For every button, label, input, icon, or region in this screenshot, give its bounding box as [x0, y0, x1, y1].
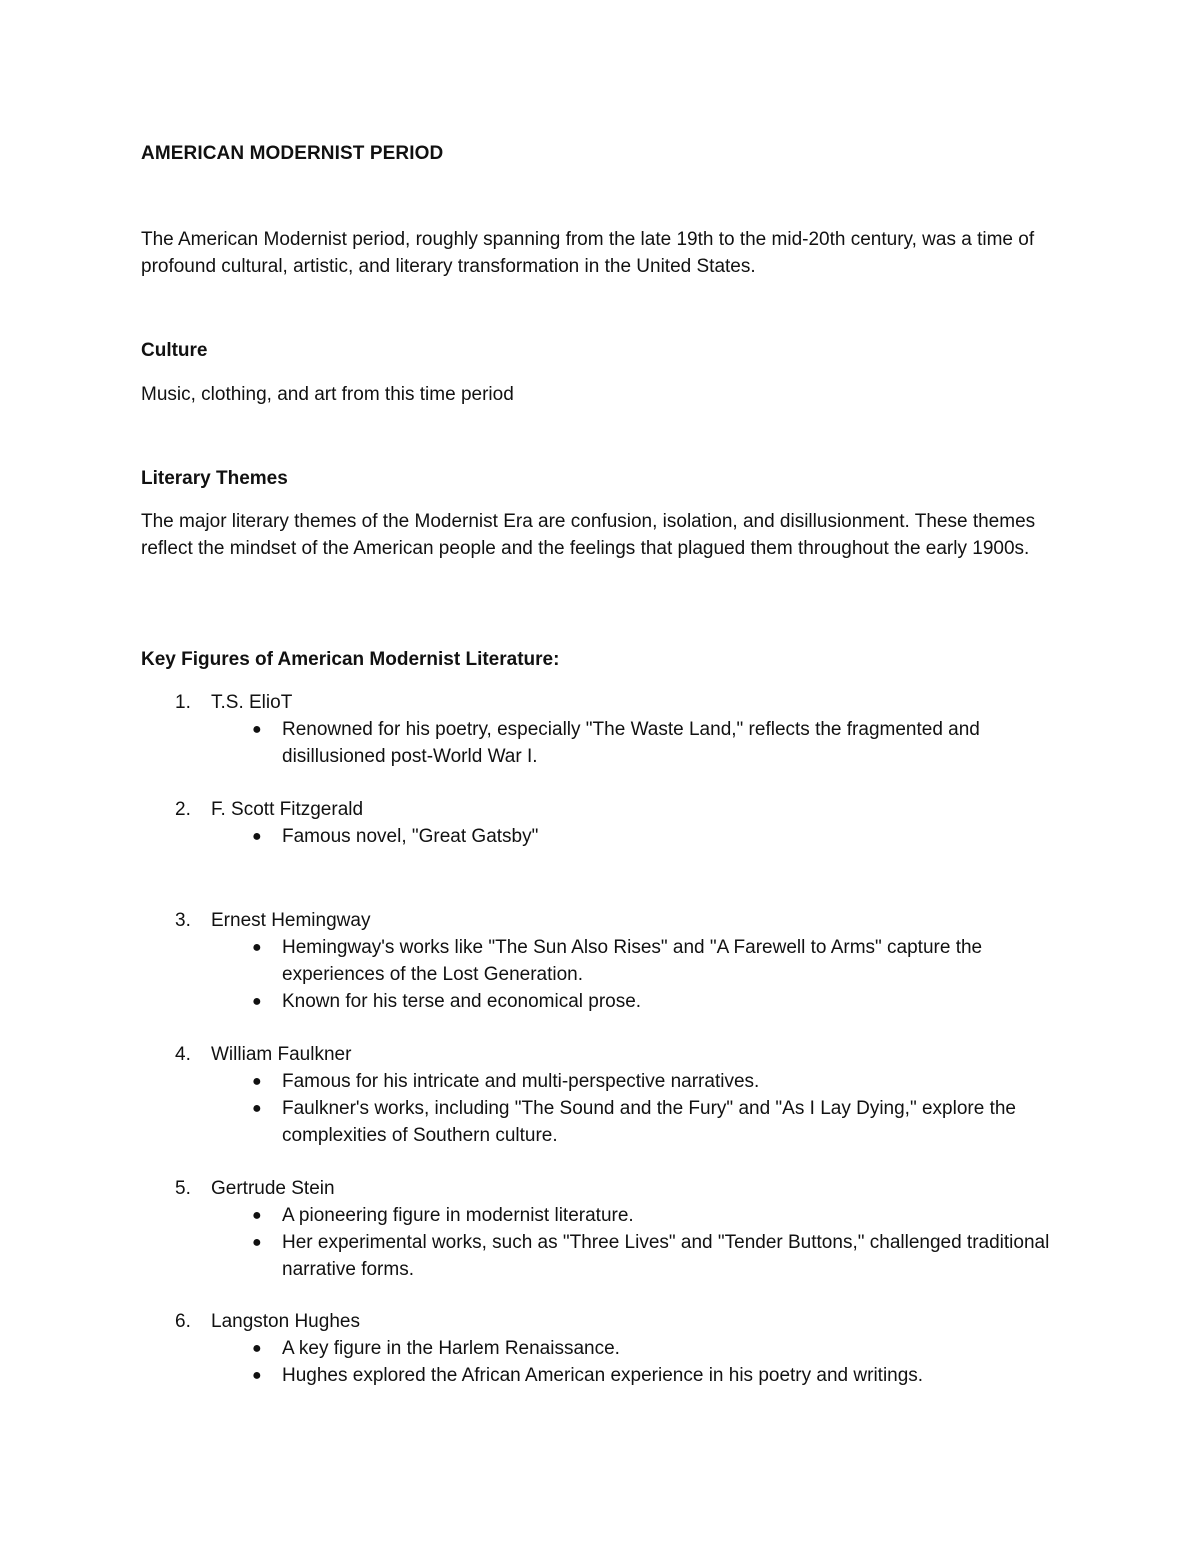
figure-number: 3. — [175, 910, 191, 931]
figure-list-item — [141, 689, 1081, 770]
bullet-text: A key figure in the Harlem Renaissance. — [282, 1338, 620, 1359]
figure-list-item — [141, 796, 1081, 850]
bullet-text: A pioneering figure in modernist literature. — [282, 1205, 634, 1226]
figure-name: T.S. ElioT — [211, 692, 293, 713]
bullet-dot-icon: ● — [252, 1234, 262, 1251]
figure-number: 5. — [175, 1178, 191, 1199]
figure-number: 4. — [175, 1044, 191, 1065]
figure-bullet — [141, 934, 1081, 988]
bullet-dot-icon: ● — [252, 1207, 262, 1224]
figure-bullet — [141, 1229, 1081, 1283]
themes-heading: Literary Themes — [141, 468, 288, 489]
bullet-dot-icon: ● — [252, 721, 262, 738]
figure-list-item — [141, 1041, 1081, 1149]
figure-bullet — [141, 823, 1081, 850]
culture-heading: Culture — [141, 340, 208, 361]
bullet-text: Famous novel, "Great Gatsby" — [282, 826, 539, 847]
figure-bullet — [141, 716, 1081, 770]
figure-bullet — [141, 1095, 1081, 1149]
figure-name: William Faulkner — [211, 1044, 352, 1065]
figure-bullet — [141, 1362, 1081, 1389]
bullet-text: Renowned for his poetry, especially "The Waste Land," reflects the fragmented and disillusioned post-World War I. — [282, 719, 980, 767]
document-title: AMERICAN MODERNIST PERIOD — [141, 143, 444, 164]
culture-body: Music, clothing, and art from this time period — [141, 384, 514, 405]
figure-name: Ernest Hemingway — [211, 910, 371, 931]
bullet-dot-icon: ● — [252, 1367, 262, 1384]
figure-bullet — [141, 1335, 1081, 1362]
figure-bullet — [141, 1068, 1081, 1095]
figure-name: F. Scott Fitzgerald — [211, 799, 364, 820]
bullet-dot-icon: ● — [252, 1100, 262, 1117]
bullet-dot-icon: ● — [252, 993, 262, 1010]
figure-bullet — [141, 988, 1081, 1015]
figure-number: 6. — [175, 1311, 191, 1332]
figure-list-item — [141, 907, 1081, 1015]
bullet-dot-icon: ● — [252, 828, 262, 845]
figure-list-item — [141, 1175, 1081, 1283]
bullet-text: Her experimental works, such as "Three Lives" and "Tender Buttons," challenged traditional narrative forms. — [282, 1232, 1050, 1280]
bullet-text: Famous for his intricate and multi-perspective narratives. — [282, 1071, 760, 1092]
figure-name: Langston Hughes — [211, 1311, 360, 1332]
figure-name: Gertrude Stein — [211, 1178, 335, 1199]
figure-number: 2. — [175, 799, 191, 820]
intro-paragraph: The American Modernist period, roughly spanning from the late 19th to the mid-20th century, was a time of profound cultural, artistic, and literary transformation in the United States. — [141, 229, 1035, 277]
bullet-text: Hughes explored the African American experience in his poetry and writings. — [282, 1365, 924, 1386]
figure-number: 1. — [175, 692, 191, 713]
bullet-text: Known for his terse and economical prose. — [282, 991, 642, 1012]
key-figures-heading: Key Figures of American Modernist Literature: — [141, 649, 560, 670]
bullet-dot-icon: ● — [252, 1340, 262, 1357]
figure-list-item — [141, 1308, 1081, 1389]
bullet-dot-icon: ● — [252, 1073, 262, 1090]
themes-body: The major literary themes of the Modernist Era are confusion, isolation, and disillusionment. These themes reflect the mindset of the American people and the feelings that plagued them throughout the early 1900s. — [141, 511, 1036, 559]
bullet-dot-icon: ● — [252, 939, 262, 956]
bullet-text: Hemingway's works like "The Sun Also Rises" and "A Farewell to Arms" capture the experiences of the Lost Generation. — [282, 937, 983, 985]
figure-bullet — [141, 1202, 1081, 1229]
bullet-text: Faulkner's works, including "The Sound and the Fury" and "As I Lay Dying," explore the complexities of Southern culture. — [282, 1098, 1016, 1146]
